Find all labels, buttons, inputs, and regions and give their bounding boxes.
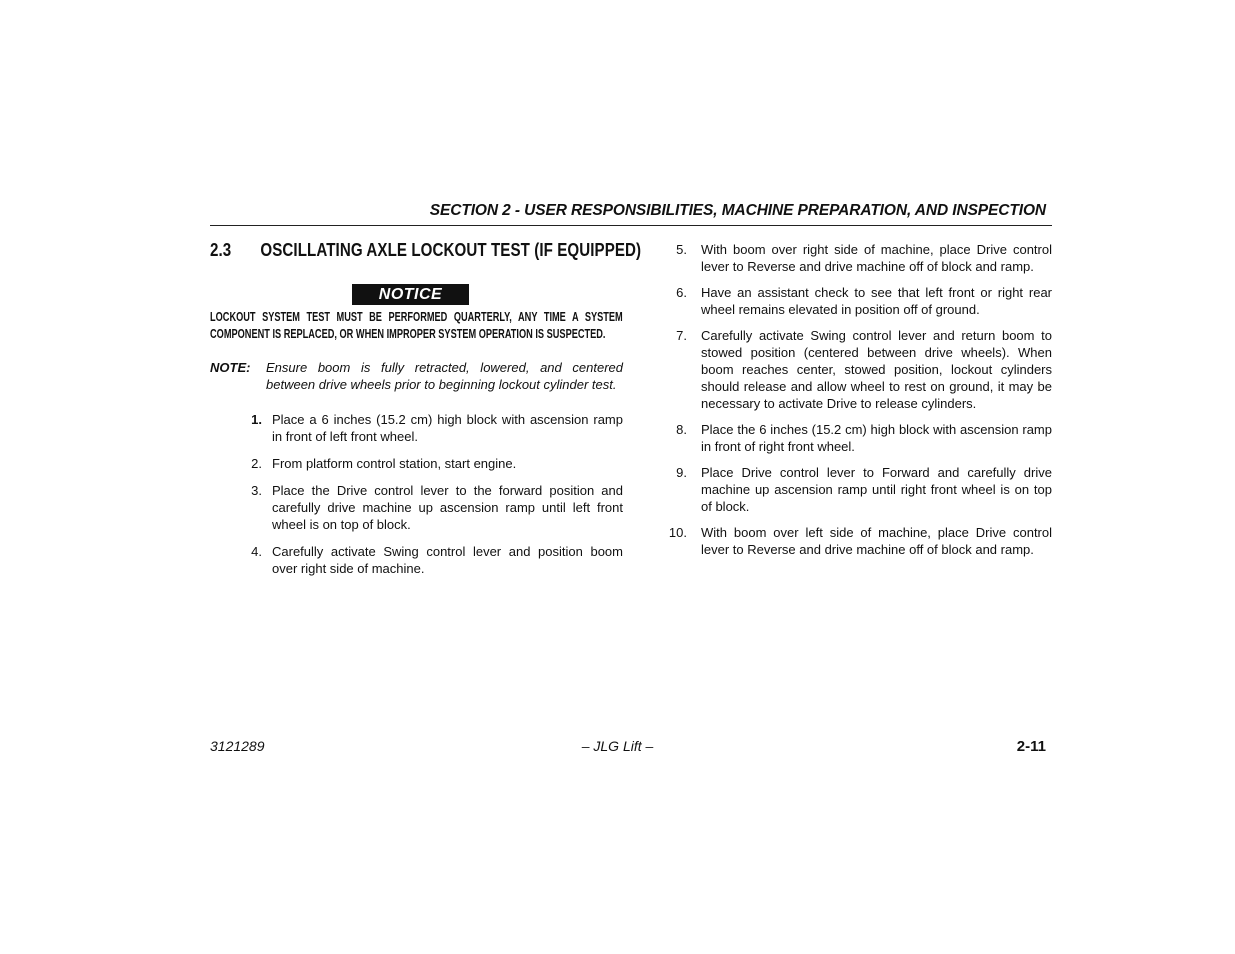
step-item	[251, 543, 623, 577]
step-text: Place Drive control lever to Forward and carefully drive machine up ascension ramp until right front wheel is on top of block.	[701, 465, 1052, 514]
step-number: 3.	[251, 483, 262, 498]
step-number: 9.	[676, 465, 687, 480]
notice-label: NOTICE	[352, 284, 469, 305]
step-text: Place a 6 inches (15.2 cm) high block with ascension ramp in front of left front wheel.	[272, 412, 623, 444]
steps-list-right	[668, 241, 1052, 567]
step-number: 2.	[251, 456, 262, 471]
step-item	[251, 455, 623, 472]
step-text: Place the 6 inches (15.2 cm) high block with ascension ramp in front of right front wheel.	[701, 422, 1052, 454]
step-text: With boom over left side of machine, place Drive control lever to Reverse and drive machine off of block and ramp.	[701, 525, 1052, 557]
footer-page-number: 2-11	[1016, 738, 1046, 755]
step-item	[676, 284, 1052, 318]
footer-publisher: – JLG Lift –	[581, 738, 654, 754]
step-text: With boom over right side of machine, place Drive control lever to Reverse and drive machine off of block and ramp.	[701, 242, 1052, 274]
step-number: 1.	[251, 412, 262, 427]
step-item	[251, 411, 623, 445]
step-item	[676, 241, 1052, 275]
section-heading	[210, 240, 641, 261]
step-number: 7.	[676, 328, 687, 343]
steps-list-left	[251, 411, 623, 587]
step-item	[676, 421, 1052, 455]
step-text: From platform control station, start engine.	[272, 456, 517, 471]
note-block	[210, 359, 623, 393]
step-text: Carefully activate Swing control lever and return boom to stowed position (centered between drive wheels). When boom reaches center, stowed position, lockout cylinders should release and allow wheel to rest on ground, it may be necessary to activate Drive to release cylinders.	[701, 328, 1052, 411]
notice-text: LOCKOUT SYSTEM TEST MUST BE PERFORMED QUARTERLY, ANY TIME A SYSTEM COMPONENT IS REPLACED, OR WHEN IMPROPER SYSTEM OPERATION IS SUSPECTED.	[210, 310, 623, 341]
section-title: OSCILLATING AXLE LOCKOUT TEST (IF EQUIPPED)	[260, 240, 642, 260]
footer-doc-number: 3121289	[210, 738, 265, 754]
section-number: 2.3	[210, 240, 232, 260]
note-label: NOTE:	[210, 360, 251, 375]
step-number: 8.	[676, 422, 687, 437]
section-header: SECTION 2 - USER RESPONSIBILITIES, MACHINE PREPARATION, AND INSPECTION	[429, 202, 1046, 219]
step-number: 4.	[251, 544, 262, 559]
step-number: 6.	[676, 285, 687, 300]
step-item	[251, 482, 623, 533]
step-item	[676, 464, 1052, 515]
note-text: Ensure boom is fully retracted, lowered, and centered between drive wheels prior to beginning lockout cylinder test.	[266, 360, 623, 392]
header-divider	[210, 225, 1052, 226]
step-text: Have an assistant check to see that left front or right rear wheel remains elevated in position off of ground.	[701, 285, 1052, 317]
step-text: Place the Drive control lever to the forward position and carefully drive machine up ascension ramp until left front wheel is on top of block.	[272, 483, 623, 532]
step-item	[668, 524, 1052, 558]
step-item	[676, 327, 1052, 412]
step-number: 5.	[676, 242, 687, 257]
step-text: Carefully activate Swing control lever and position boom over right side of machine.	[272, 544, 623, 576]
step-number: 10.	[668, 525, 687, 540]
